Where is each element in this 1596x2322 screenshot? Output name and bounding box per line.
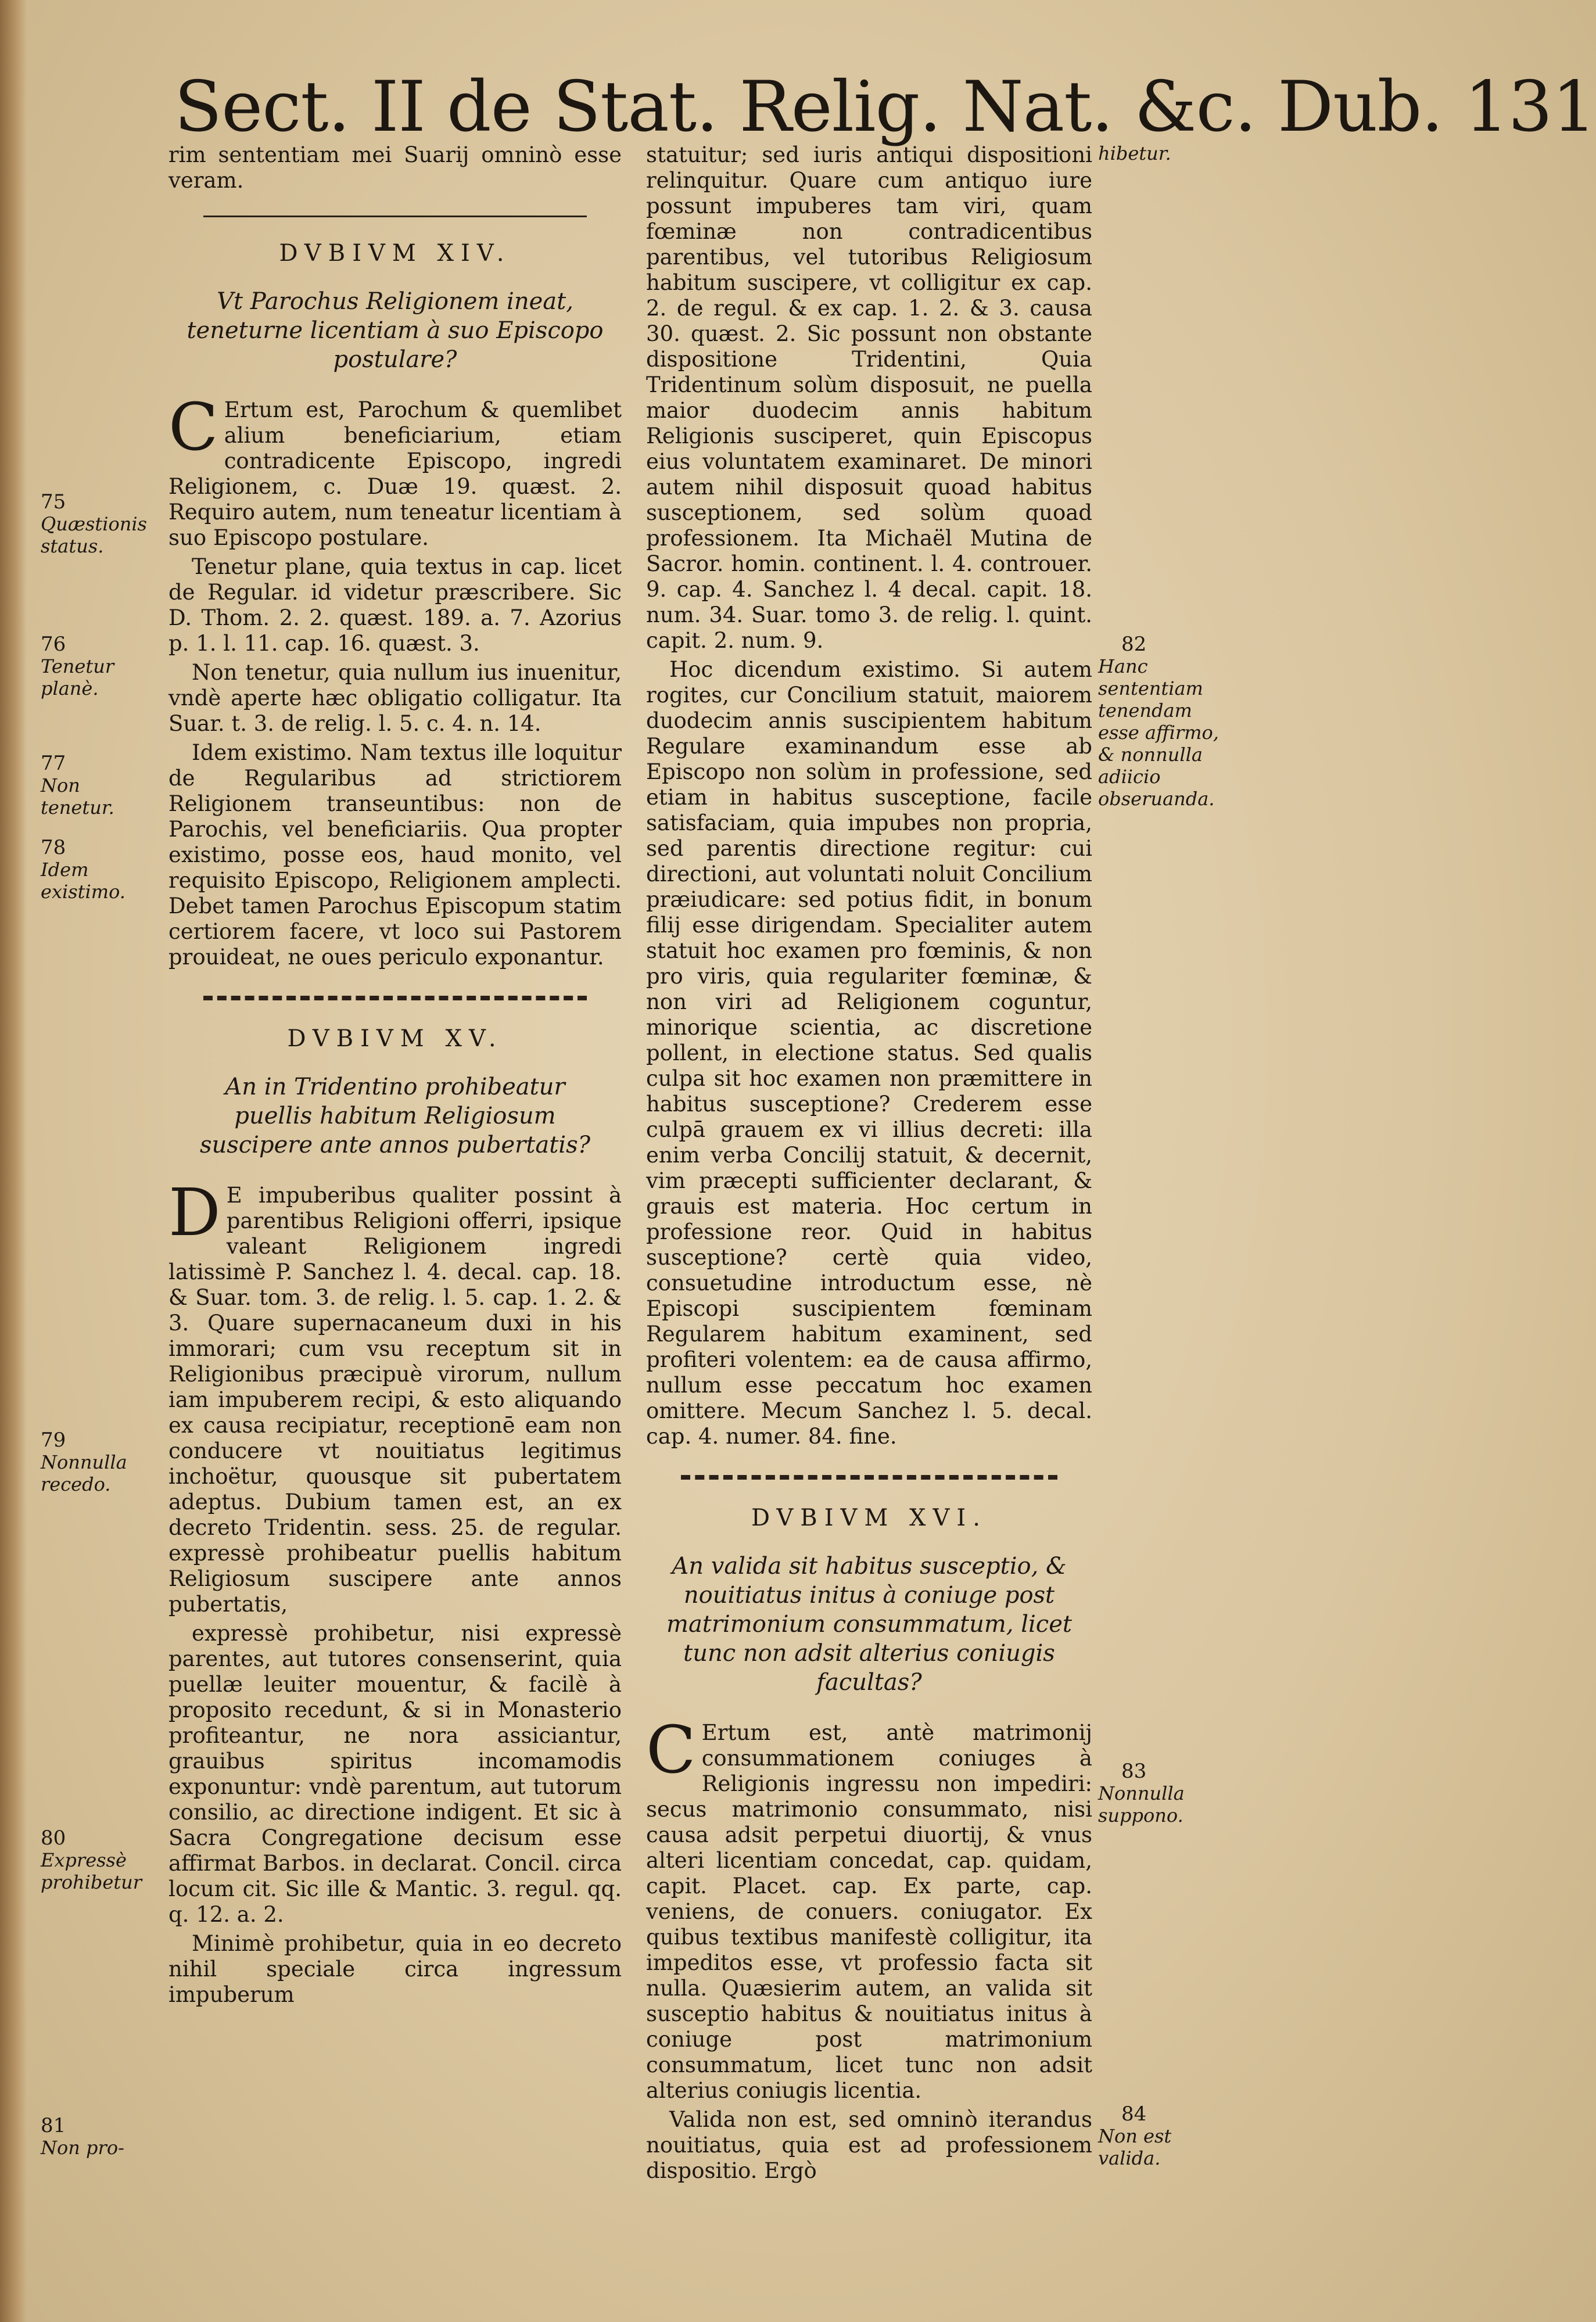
section-divider: [681, 1475, 1057, 1480]
margin-text: Non est valida.: [1098, 2125, 1172, 2169]
dubium-xv-paragraph-2: expressè prohibetur, nisi expressè parentes, aut tutores consenserint, quia puellæ leuiter mouentur, & facilè à proposito recedunt, & si in Monasterio profiteantur, ne nora assiciantur, grauibus spiritus incomamodis exponuntur: vndè parentum, aut tutorum consilio, ac directione indigent. Et sic à Sacra Congregatione decisum esse affirmat Barbos. in declarat. Concil. circa locum cit. Sic ille & Mantic. 3. regul. qq. q. 12. a. 2.: [168, 1621, 622, 1927]
dubium-xvi-question: An valida sit habitus susceptio, & nouitiatus initus à coniuge post matrimonium consummatum, licet tunc non adsit alterius coniugis facultas?: [666, 1553, 1072, 1696]
dubium-xvi-paragraph-1: [646, 1713, 1092, 2104]
dubium-xiv-paragraph-4: Idem existimo. Nam textus ille loquitur de Regularibus ad strictiorem Religionem transeuntibus: non de Parochis, vel beneficiariis. Qua propter existimo, posse eos, haud monito, vel requisito Episcopo, Religionem amplecti. Debet tamen Parochus Episcopum statim certiorem facere, vt loco sui Pastorem prouideat, ne oues periculo exponantur.: [168, 740, 622, 970]
right-column: [646, 142, 1092, 2187]
paragraph-text: Ertum est, antè matrimonij consummationem coniuges à Religionis ingressu non impediri: secus matrimonio consummato, nisi causa adsit perpetui diuortij, & vnus alteri licentiam concedat, cap. quidam, capit. Placet. cap. Ex parte, cap. veniens, de conuers. coniugator. Ex quibus textibus manifestè colligitur, ita impeditos esse, vt professio facta sit nulla. Quæsierim autem, an valida sit susceptio habitus & nouitiatus initus à coniuge post matrimonium consummatum, licet tunc non adsit alterius coniugis licentia.: [646, 1720, 1092, 2103]
margin-number: 75: [41, 490, 66, 514]
margin-number: 79: [41, 1429, 66, 1452]
left-column: [168, 142, 622, 2011]
margin-note-84: [1098, 2103, 1226, 2169]
right-paragraph-2: Hoc dicendum existimo. Si autem rogites, cur Concilium statuit, maiorem duodecim annis suscipientem habitum Regulare examinandum esse ab Episcopo non solùm in professione, sed etiam in habitus susceptione, facile satisfaciam, quia impubes non propria, sed parentis directione regitur: cui directioni, aut voluntati noluit Concilium præiudicare: sed potius fidit, in bonum filij esse dirigendam. Specialiter autem statuit hoc examen pro fœminis, & non pro viris, quia regulariter fœminæ, & non viri ad Religionem coguntur, minorique scientia, ac discretione pollent, in electione status. Sed qualis culpa sit hoc examen non præmittere in habitus susceptione? Crederem esse culpā grauem ex vi illius decreti: illa enim verba Concilij statuit, & decernit, vim præcepti sufficienter declarant, & grauis est materia. Hoc certum in professione reor. Quid in habitus susceptione? certè quia video, consuetudine introductum esse, nè Episcopi suscipientem fœminam Regularem habitum examinent, sed profiteri volentem: ea de causa affirmo, nullum esse peccatum hoc examen omittere. Mecum Sanchez l. 5. decal. cap. 4. numer. 84. fine.: [646, 657, 1092, 1449]
paragraph-text: E impuberibus qualiter possint à parentibus Religioni offerri, ipsique valeant Religionem ingredi latissimè P. Sanchez l. 4. decal. cap. 18. & Suar. tom. 3. de relig. l. 5. cap. 1. 2. & 3. Quare supernacaneum duxi in his immorari; cum vsu receptum sit in Religionibus præcipuè virorum, nullum iam impuberem recipi, & esto aliquando ex causa recipiatur, receptionē eam non conducere vt nouitiatus legitimus inchoëtur, quousque sit pubertatem adeptus. Dubium tamen est, an ex decreto Tridentin. sess. 25. de regular. expressè prohibeatur puellis habitum Religiosum suscipere ante annos pubertatis,: [168, 1183, 622, 1617]
section-divider: [203, 216, 587, 217]
margin-number: 81: [41, 2114, 66, 2137]
running-header: Sect. II de Stat. Relig. Nat. &c. Dub. 131: [174, 67, 1596, 148]
margin-note-78: [41, 837, 157, 903]
margin-note-81: [41, 2115, 157, 2159]
margin-number: 83: [1121, 1760, 1147, 1783]
dubium-xiv-question: Vt Parochus Religionem ineat, teneturne licentiam à suo Episcopo postulare?: [187, 288, 604, 373]
right-carryover-paragraph: statuitur; sed iuris antiqui dispositioni relinquitur. Quare cum antiquo iure possunt impuberes tam viri, quam fœminæ non contradicentibus parentibus, vel tutoribus Religiosum habitum suscipere, vt colligitur ex cap. 2. de regul. & ex cap. 1. 2. & 3. causa 30. quæst. 2. Sic possunt non obstante dispositione Tridentini, Quia Tridentinum solùm disposuit, ne puella maior duodecim annis habitum Religionis susciperet, quin Episcopus eius voluntatem examinaret. De minori autem nihil disposuit quoad habitus susceptionem, sed solùm quoad professionem. Ita Michaël Mutina de Sacror. homin. continent. l. 4. controuer. 9. cap. 4. Sanchez l. 4 decal. capit. 18. num. 34. Suar. tomo 3. de relig. l. quint. capit. 2. num. 9.: [646, 142, 1092, 653]
margin-number: 80: [41, 1826, 66, 1850]
margin-text: Nonnulla suppono.: [1098, 1782, 1185, 1826]
dubium-xvi-paragraph-2: Valida non est, sed omninò iterandus nouitiatus, quia est ad professionem dispositio. Ergò: [646, 2107, 1092, 2183]
margin-note-76: [41, 633, 157, 699]
margin-number: 84: [1121, 2102, 1147, 2126]
margin-note-79: [41, 1429, 157, 1495]
margin-number: 77: [41, 752, 66, 775]
drop-cap: D: [168, 1175, 221, 1251]
margin-note-80: [41, 1827, 157, 1893]
margin-number: 76: [41, 633, 66, 656]
margin-text: Tenetur planè.: [41, 655, 114, 699]
dubium-xv-heading: DVBIVM XV.: [287, 1025, 503, 1052]
margin-text: Non pro-: [41, 2137, 124, 2159]
page-edge: [0, 0, 27, 2322]
dubium-xv-question: An in Tridentino prohibeatur puellis habitum Religiosum suscipere ante annos pubertatis?: [199, 1074, 591, 1158]
section-divider: [203, 996, 587, 1000]
margin-text: Quæstionis status.: [41, 513, 147, 557]
margin-text: Nonnulla recedo.: [41, 1451, 127, 1495]
dubium-xvi-heading: DVBIVM XVI.: [751, 1505, 987, 1531]
carryover-text: rim sententiam mei Suarij omninò esse veram.: [168, 142, 622, 193]
margin-number: 82: [1121, 633, 1147, 656]
margin-text: Non tenetur.: [41, 774, 114, 819]
margin-note-82: [1098, 633, 1226, 810]
margin-note-continuation: [1098, 142, 1226, 164]
margin-number: 78: [41, 836, 66, 859]
margin-text: Expressè prohibetur: [41, 1849, 142, 1893]
margin-note-83: [1098, 1760, 1226, 1826]
dubium-xiv-heading: DVBIVM XIV.: [279, 240, 511, 267]
dubium-xv-paragraph-3: Minimè prohibetur, quia in eo decreto nihil speciale circa ingressum impuberum: [168, 1931, 622, 2007]
margin-note-77: [41, 752, 157, 819]
drop-cap: C: [646, 1713, 696, 1788]
dubium-xiv-paragraph-3: Non tenetur, quia nullum ius inuenitur, vndè aperte hæc obligatio colligatur. Ita Suar. t. 3. de relig. l. 5. c. 4. n. 14.: [168, 660, 622, 736]
dubium-xiv-paragraph-2: Tenetur plane, quia textus in cap. licet de Regular. id videtur præscribere. Sic D. Thom. 2. 2. quæst. 189. a. 7. Azorius p. 1. l. 11. cap. 16. quæst. 3.: [168, 554, 622, 656]
drop-cap: C: [168, 390, 218, 465]
margin-note-75: [41, 491, 157, 557]
margin-text: Idem existimo.: [41, 859, 125, 903]
paragraph-text: Ertum est, Parochum & quemlibet alium beneficiarium, etiam contradicente Episcopo, ingredi Religionem, c. Duæ 19. quæst. 2. Requiro autem, num teneatur licentiam à suo Episcopo postulare.: [168, 397, 622, 550]
dubium-xiv-paragraph-1: [168, 390, 622, 551]
dubium-xv-paragraph-1: [168, 1175, 622, 1617]
margin-text: Hanc sententiam tenendam esse affirmo, & nonnulla adiicio obseruanda.: [1098, 655, 1219, 810]
margin-text: hibetur.: [1098, 142, 1171, 164]
